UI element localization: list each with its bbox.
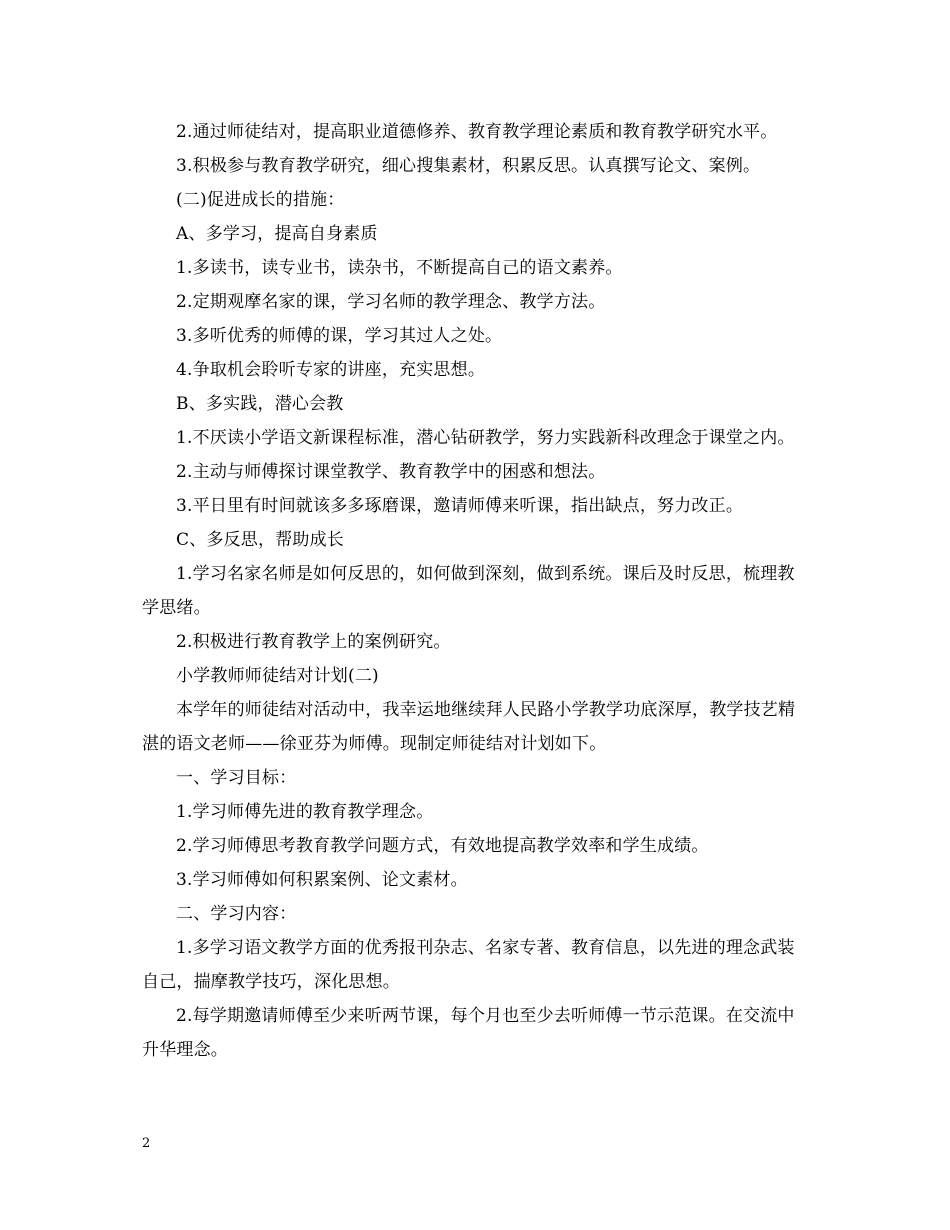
- paragraph-intro: 本学年的师徒结对活动中，我幸运地继续拜人民路小学教学功底深厚，教学技艺精湛的语文老师——徐亚芬为师傅。现制定师徒结对计划如下。: [142, 700, 796, 754]
- paragraph-content-1: 1.多学习语文教学方面的优秀报刊杂志、名家专著、教育信息，以先进的理念武装自己，揣摩教学技巧，深化思想。: [142, 938, 795, 992]
- paragraph-study-4: 4.争取机会聆听专家的讲座，充实思想。: [176, 360, 486, 380]
- paragraph-study-2: 2.定期观摩名家的课，学习名师的教学理念、教学方法。: [176, 292, 606, 312]
- section-title-plan-two: 小学教师师徒结对计划(二): [176, 666, 379, 686]
- document-body: [142, 115, 810, 1067]
- subheading-study: A、多学习，提高自身素质: [176, 224, 378, 244]
- paragraph-study-3: 3.多听优秀的师傅的课，学习其过人之处。: [176, 326, 503, 346]
- paragraph-goal-3: 3.积极参与教育教学研究，细心搜集素材，积累反思。认真撰写论文、案例。: [176, 156, 761, 176]
- subheading-reflection: C、多反思，帮助成长: [176, 530, 345, 550]
- paragraph-study-1: 1.多读书，读专业书，读杂书，不断提高自己的语文素养。: [176, 258, 623, 278]
- paragraph-practice-2: 2.主动与师傅探讨课堂教学、教育教学中的困惑和想法。: [176, 462, 606, 482]
- paragraph-practice-3: 3.平日里有时间就该多多琢磨课，邀请师傅来听课，指出缺点，努力改正。: [176, 496, 744, 516]
- paragraph-goals-3: 3.学习师傅如何积累案例、论文素材。: [176, 870, 468, 890]
- paragraph-goal-2: 2.通过师徒结对，提高职业道德修养、教育教学理论素质和教育教学研究水平。: [176, 122, 778, 142]
- paragraph-goals-2: 2.学习师傅思考教育教学问题方式，有效地提高教学效率和学生成绩。: [176, 836, 709, 856]
- paragraph-content-2: 2.每学期邀请师傅至少来听两节课，每个月也至少去听师傅一节示范课。在交流中升华理念。: [142, 1006, 795, 1060]
- paragraph-goals-1: 1.学习师傅先进的教育教学理念。: [176, 802, 434, 822]
- section-heading-content: 二、学习内容：: [176, 904, 297, 924]
- section-heading-goals: 一、学习目标：: [176, 768, 297, 788]
- paragraph-reflection-2: 2.积极进行教育教学上的案例研究。: [176, 632, 451, 652]
- paragraph-practice-1: 1.不厌读小学语文新课程标准，潜心钻研教学，努力实践新科改理念于课堂之内。: [176, 428, 795, 448]
- section-heading-measures: (二)促进成长的措施：: [176, 190, 345, 210]
- page-number: 2: [142, 1136, 151, 1151]
- subheading-practice: B、多实践，潜心会教: [176, 394, 344, 414]
- paragraph-reflection-1: 1.学习名家名师是如何反思的，如何做到深刻，做到系统。课后及时反思，梳理教学思绪。: [142, 564, 795, 618]
